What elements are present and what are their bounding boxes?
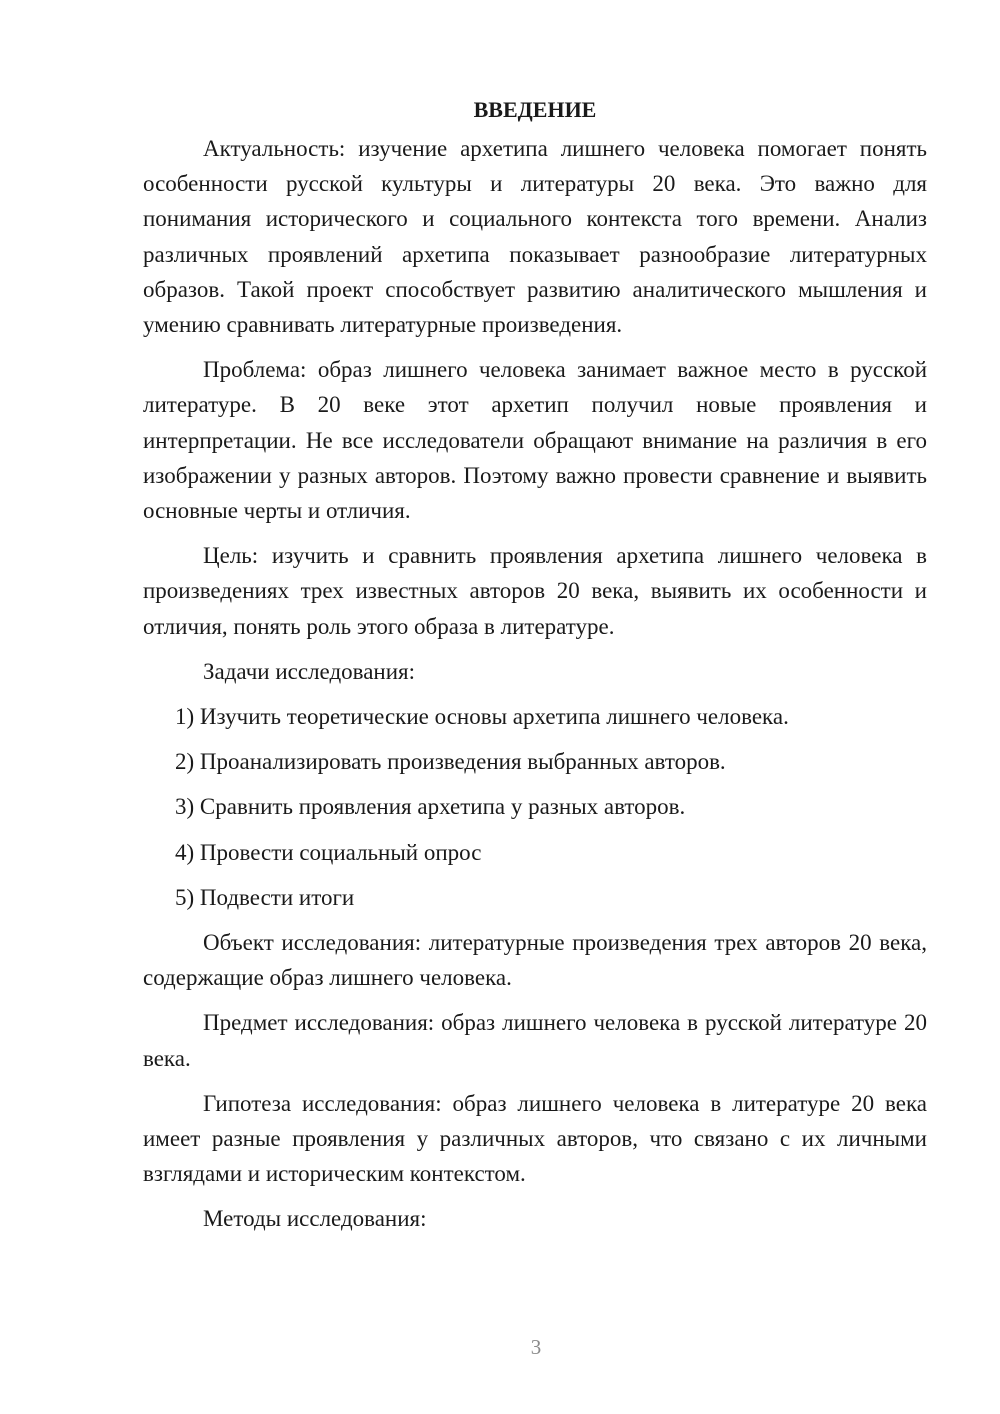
list-item: 5) Подвести итоги bbox=[175, 884, 355, 910]
list-item: 4) Провести социальный опрос bbox=[175, 839, 482, 865]
page-content bbox=[143, 92, 927, 1247]
paragraph-problem: Проблема: образ лишнего человека занимает важное место в русской литературе. В 20 веке этот архетип получил новые проявления и интерпретации. Не все исследователи обращают внимание на различия в его изображении у разных авторов. Поэтому важно провести сравнение и выявить основные черты и отличия. bbox=[143, 357, 927, 524]
paragraph-goal: Цель: изучить и сравнить проявления архетипа лишнего человека в произведениях трех известных авторов 20 века, выявить их особенности и отличия, понять роль этого образа в литературе. bbox=[143, 543, 927, 639]
tasks-intro: Задачи исследования: bbox=[203, 658, 416, 684]
list-item: 3) Сравнить проявления архетипа у разных авторов. bbox=[175, 794, 686, 820]
section-heading: ВВЕДЕНИЕ bbox=[473, 97, 597, 122]
page-number: 3 bbox=[530, 1335, 542, 1359]
methods-intro: Методы исследования: bbox=[203, 1206, 427, 1232]
paragraph-hypothesis: Гипотеза исследования: образ лишнего человека в литературе 20 века имеет разные проявления у различных авторов, что связано с их личными взглядами и историческим контекстом. bbox=[143, 1090, 927, 1187]
tasks-list bbox=[143, 699, 927, 915]
paragraph-relevance: Актуальность: изучение архетипа лишнего человека помогает понять особенности русской культуры и литературы 20 века. Это важно для понимания исторического и социального контекста того времени. Анализ различных проявлений архетипа показывает разнообразие литературных образов. Такой проект способствует развитию аналитического мышления и умению сравнивать литературные произведения. bbox=[143, 136, 927, 338]
paragraph-object: Объект исследования: литературные произведения трех авторов 20 века, содержащие образ лишнего человека. bbox=[143, 930, 927, 991]
list-item: 2) Проанализировать произведения выбранных авторов. bbox=[175, 749, 726, 775]
list-item: 1) Изучить теоретические основы архетипа лишнего человека. bbox=[175, 704, 789, 730]
paragraph-subject: Предмет исследования: образ лишнего человека в русской литературе 20 века. bbox=[143, 1010, 927, 1071]
